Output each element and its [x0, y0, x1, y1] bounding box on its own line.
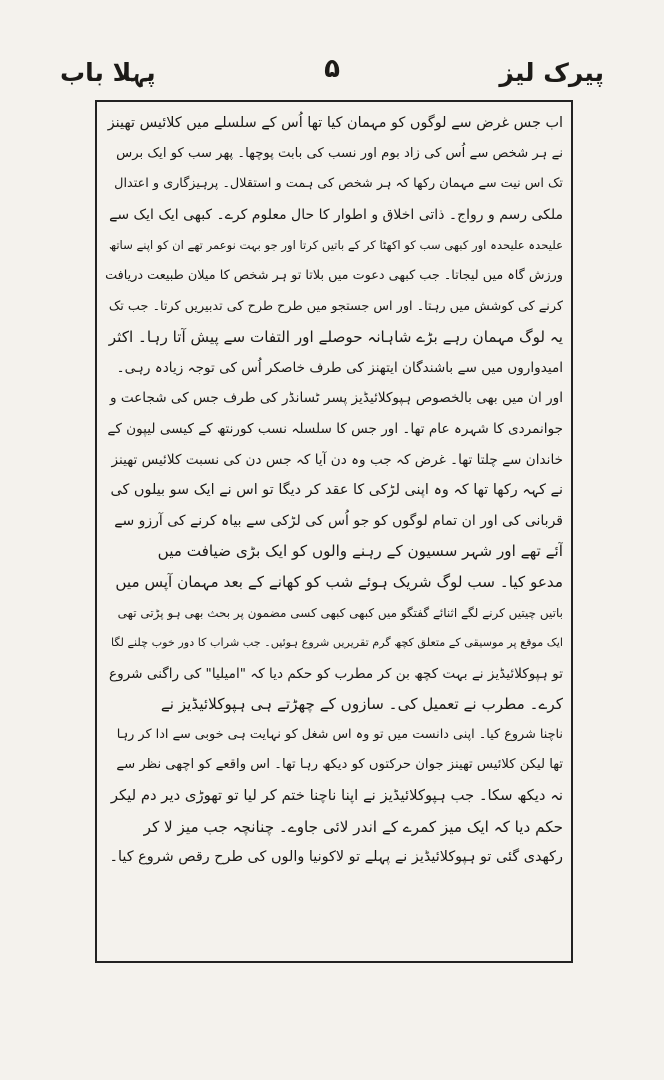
text-line: آئے تھے اور شہر سسیون کے رہنے والوں کو ایک بڑی ضیافت میں — [157, 542, 563, 561]
text-line: جوانمردی کا شہرہ عام تھا۔ اور جس کا سلسلہ نسب کورنتھ کے کیسی لیپون کے — [107, 420, 563, 437]
text-line: کرے۔ مطرب نے تعمیل کی۔ سازوں کے چھڑتے ہی ہپوکلائیڈیز نے — [160, 695, 563, 714]
text-line: تو ہپوکلائیڈیز نے بہت کچھ بن کر مطرب کو حکم دیا کہ "امیلیا" کی راگنی شروع — [108, 665, 563, 682]
text-line: نہ دیکھ سکا۔ جب ہپوکلائیڈیز نے اپنا ناچنا ختم کر لیا تو تھوڑی دیر دم لیکر — [110, 787, 563, 805]
text-line: حکم دیا کہ ایک میز کمرے کے اندر لائی جاوے۔ چنانچہ جب میز لا کر — [143, 817, 563, 836]
page-header — [60, 54, 604, 94]
page-number: ۵ — [324, 54, 340, 84]
text-line: رکھدی گئی تو ہپوکلائیڈیز نے پہلے تو لاکونیا والوں کی طرح رقص شروع کیا۔ — [109, 849, 563, 866]
text-line: ایک موقع پر موسیقی کے متعلق کچھ گرم تقریریں شروع ہوئیں۔ جب شراب کا دور خوب چلنے لگا — [110, 636, 563, 650]
text-frame — [95, 100, 573, 963]
text-line: یہ لوگ مہمان رہے بڑے شاہانہ حوصلے اور التفات سے پیش آتا رہا۔ اکثر — [108, 328, 563, 347]
text-line: اب جس غرض سے لوگوں کو مہمان کیا تھا اُس کے سلسلے میں کلائیس تھینز — [107, 115, 563, 131]
text-line: کرنے کی کوشش میں رہتا۔ اور اس جستجو میں طرح طرح کی تدبیریں کرتا۔ جب تک — [108, 298, 563, 314]
chapter-title: پہلا باب — [60, 58, 156, 87]
text-line: باتیں چیتیں کرنے لگے اثنائے گفتگو میں کبھی کبھی کسی مضمون پر بحث بھی ہو پڑتی تھی — [117, 605, 563, 620]
text-line: خاندان سے چلتا تھا۔ غرض کہ جب وہ دن آیا کہ جس دن کی نسبت کلائیس تھینز — [111, 451, 563, 468]
text-line: نے کہہ رکھا تھا کہ وہ اپنی لڑکی کا عقد کر دیگا تو اس نے ایک سو بیلوں کی — [110, 482, 563, 499]
text-line: قربانی کی اور ان تمام لوگوں کو جو اُس کی لڑکی سے بیاہ کرنے کی آرزو سے — [114, 512, 563, 529]
text-line: ناچنا شروع کیا۔ اپنی دانست میں تو وہ اس شغل کو نہایت ہی خوبی سے ادا کر رہا — [116, 726, 563, 742]
body-text — [105, 108, 563, 873]
text-line: تک اس نیت سے مہمان رکھا کہ ہر شخص کی ہمت و استقلال۔ پرہیزگاری و اعتدال — [114, 176, 563, 192]
text-line: اور ان میں بھی بالخصوص ہپوکلائیڈیز پسر ٹسانڈر کی طرف جس کی شجاعت و — [109, 390, 563, 407]
text-line: علیحدہ علیحدہ اور کبھی سب کو اکھٹا کر کے باتیں کرتا اور جو بہت نوعمر تھے ان کو اپنے ساتھ — [109, 238, 563, 253]
text-line: ورزش گاہ میں لیجاتا۔ جب کبھی دعوت میں بلاتا تو ہر شخص کا میلان طبیعت دریافت — [105, 267, 563, 283]
text-line: مدعو کیا۔ سب لوگ شریک ہوئے شب کو کھانے کے بعد مہمان آپس میں — [115, 572, 563, 591]
text-line: امیدواروں میں سے باشندگان ایتھنز کی طرف خاصکر اُس کی توجہ زیادہ رہی۔ — [116, 359, 563, 376]
text-line: ملکی رسم و رواج۔ ذاتی اخلاق و اطوار کا حال معلوم کرے۔ کبھی ایک ایک سے — [109, 206, 563, 223]
book-title: پیرک لیز — [499, 58, 604, 87]
text-line: تھا لیکن کلائیس تھینز جوان حرکتوں کو دیکھ رہا تھا۔ اس واقعے کو اچھی نظر سے — [116, 757, 563, 773]
text-line: نے ہر شخص سے اُس کی زاد بوم اور نسب کی بابت پوچھا۔ پھر سب کو ایک برس — [116, 145, 563, 161]
